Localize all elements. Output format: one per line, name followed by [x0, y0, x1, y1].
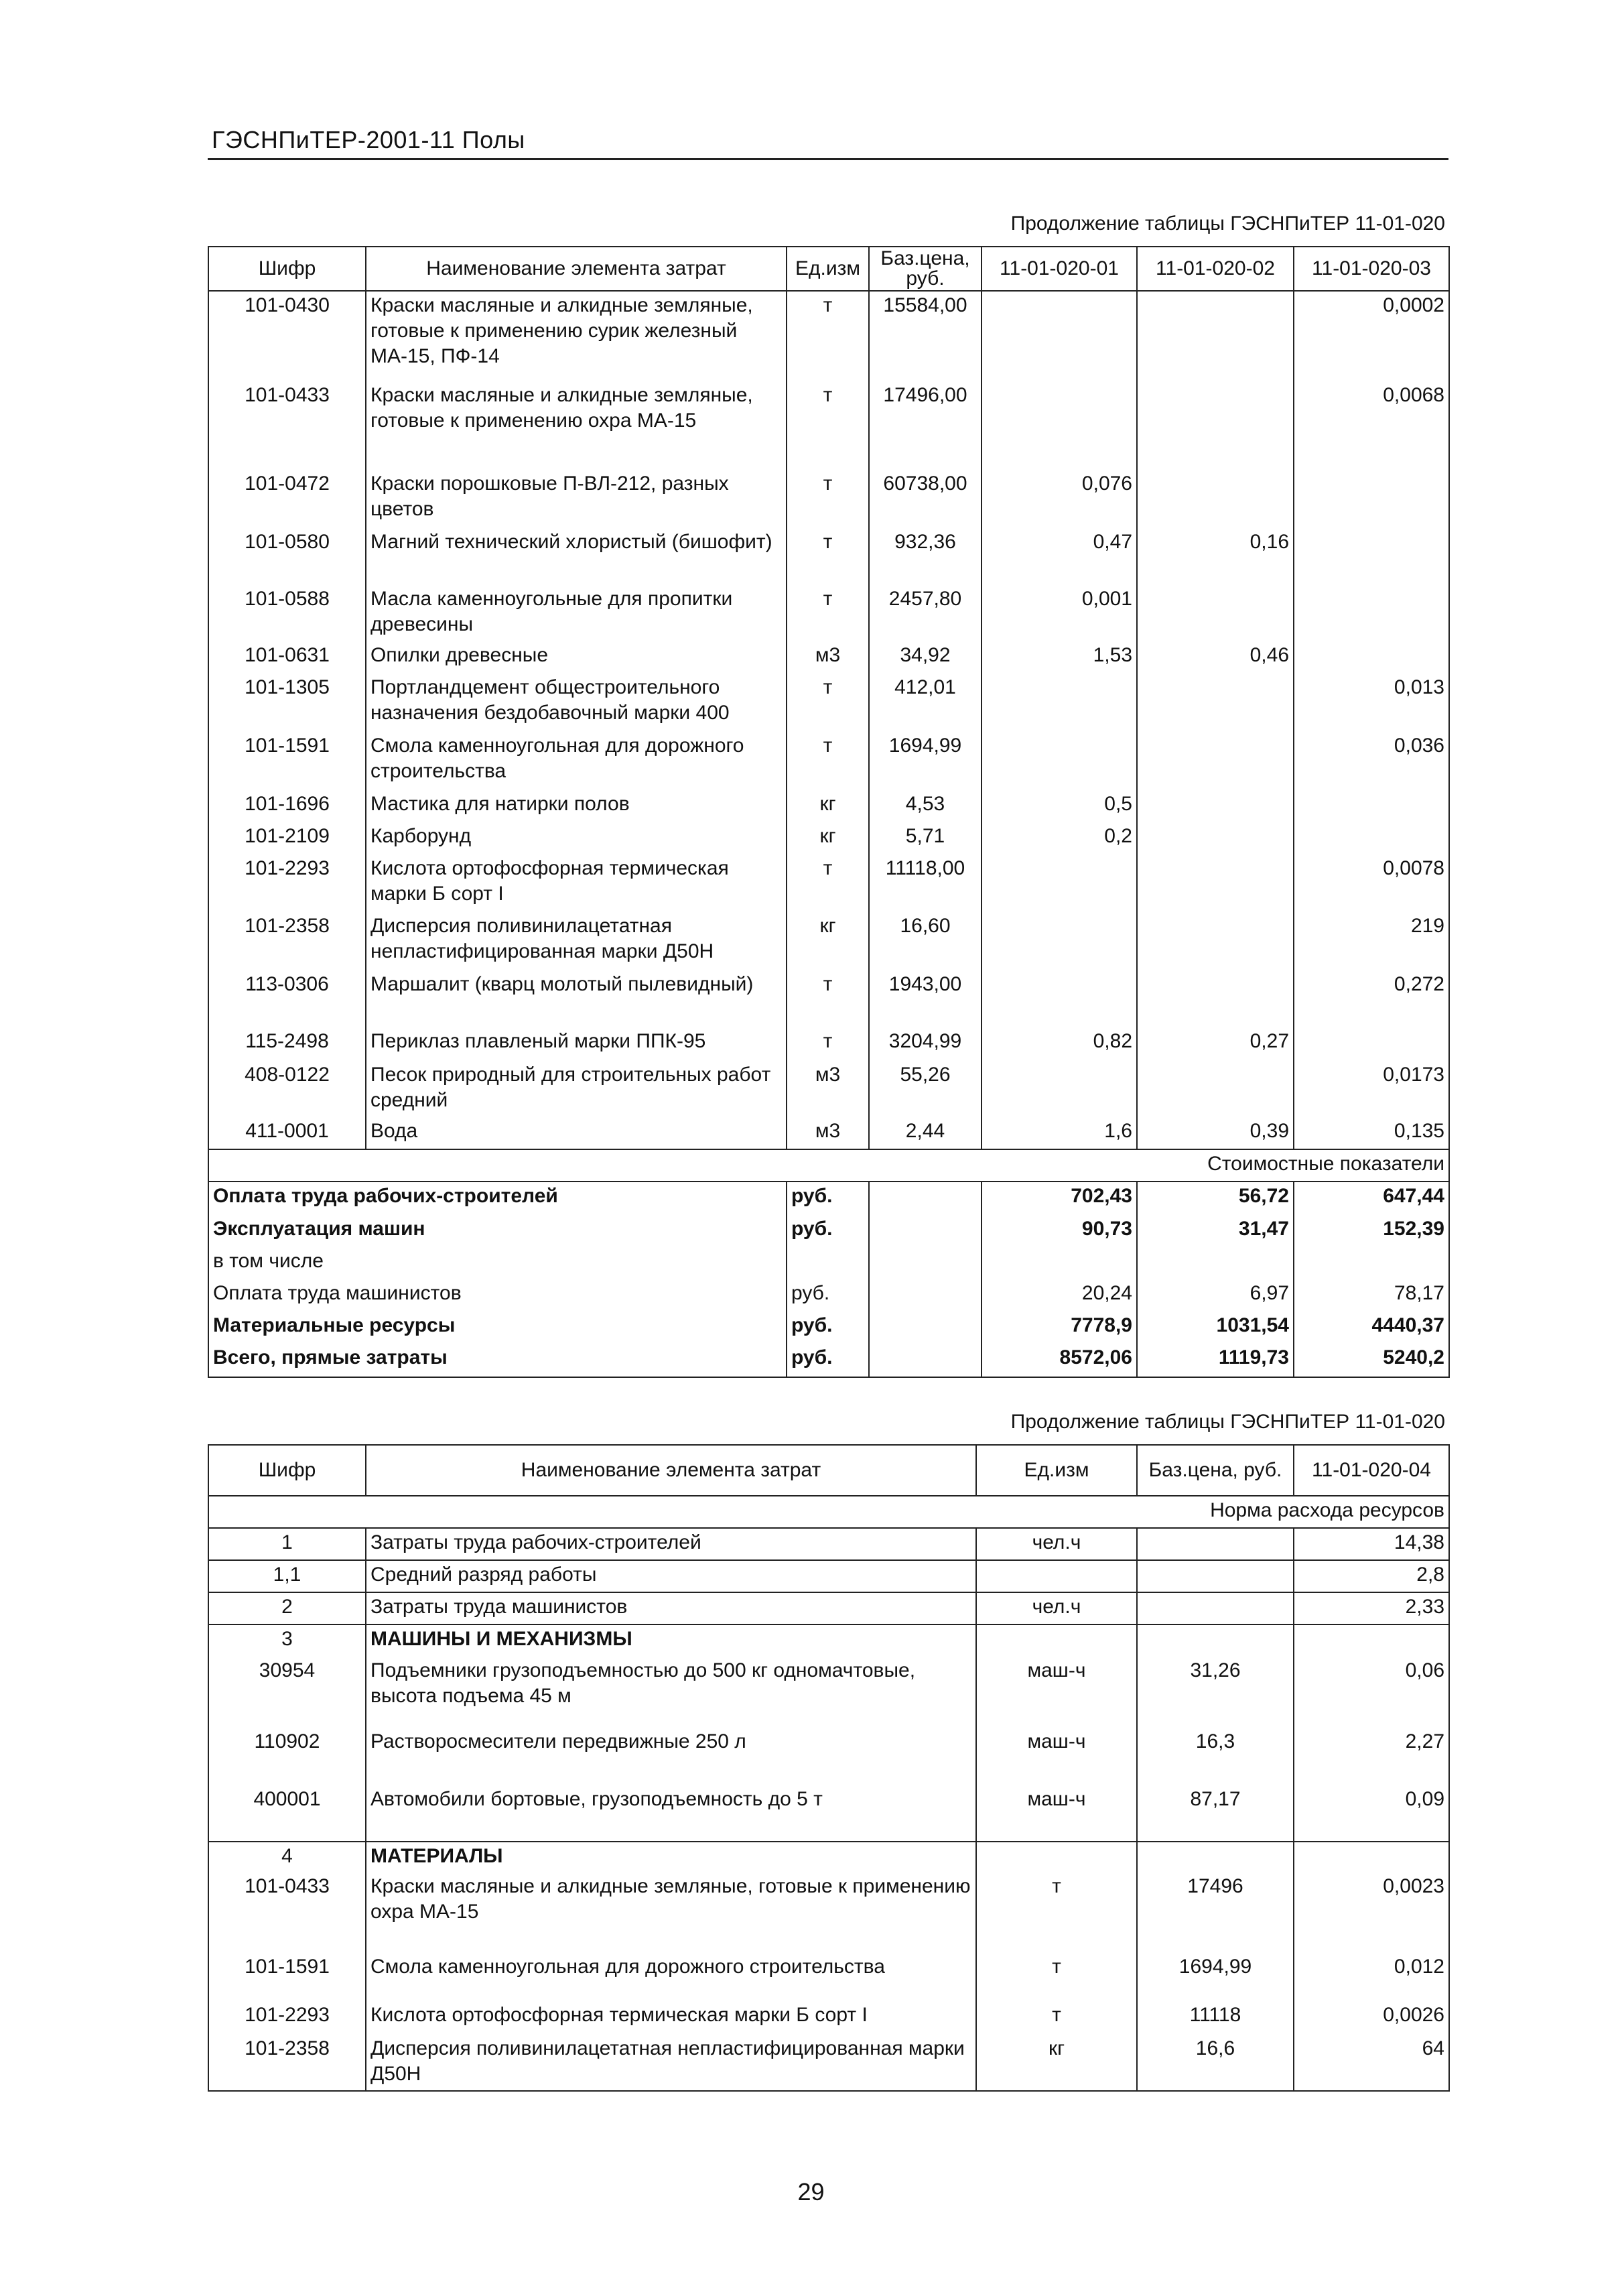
row-name: Периклаз плавленый марки ППК-95: [366, 1027, 787, 1061]
row-unit: т: [787, 732, 869, 790]
row-value-03: 0,135: [1294, 1117, 1449, 1149]
row-price: [1137, 1592, 1294, 1624]
row-value-01: 0,076: [982, 470, 1137, 528]
row-unit: т: [976, 2001, 1137, 2035]
row-price: 11118: [1137, 2001, 1294, 2035]
row-price: 87,17: [1137, 1785, 1294, 1842]
row-price: 34,92: [869, 641, 982, 674]
row-price: 2457,80: [869, 585, 982, 641]
row-name: Маршалит (кварц молотый пылевидный): [366, 970, 787, 1027]
row-value-03: [1294, 1027, 1449, 1061]
section-row: [208, 1842, 1449, 1872]
table-row: [208, 2001, 1449, 2035]
row-price: 55,26: [869, 1061, 982, 1117]
row-name: Дисперсия поливинилацетатная непластифицированная марки Д50Н: [366, 2035, 976, 2091]
row-name: Средний разряд работы: [366, 1560, 976, 1592]
table-row: [208, 1061, 1449, 1117]
col-header-code: Шифр: [208, 247, 366, 291]
col-header-03: 11-01-020-03: [1294, 247, 1449, 291]
total-row: [208, 1215, 1449, 1247]
total-value-03: 647,44: [1294, 1182, 1449, 1215]
row-price: 31,26: [1137, 1657, 1294, 1728]
row-name: Краски масляные и алкидные земляные, готовые к применению охра МА-15: [366, 381, 787, 470]
row-name: Подъемники грузоподъемностью до 500 кг одномачтовые, высота подъема 45 м: [366, 1657, 976, 1728]
row-name: МАШИНЫ И МЕХАНИЗМЫ: [366, 1624, 976, 1657]
total-value-03: 78,17: [1294, 1279, 1449, 1312]
row-code: 101-1591: [208, 1953, 366, 2001]
table-row: [208, 1528, 1449, 1560]
row-price: [1137, 1560, 1294, 1592]
table-row: [208, 1117, 1449, 1149]
total-value-01: 20,24: [982, 1279, 1137, 1312]
row-code: 101-0430: [208, 291, 366, 381]
table-row: [208, 1785, 1449, 1842]
norm-row: [208, 1496, 1449, 1528]
table-row: [208, 470, 1449, 528]
total-label: Оплата труда машинистов: [208, 1279, 787, 1312]
row-value-01: 0,82: [982, 1027, 1137, 1061]
table-header-row: [208, 247, 1449, 291]
row-code: 101-0588: [208, 585, 366, 641]
row-value-03: 0,013: [1294, 674, 1449, 732]
row-value-01: [982, 1061, 1137, 1117]
row-name: Карборунд: [366, 822, 787, 854]
total-value-03: 5240,2: [1294, 1344, 1449, 1377]
row-value-01: 0,2: [982, 822, 1137, 854]
row-price: 412,01: [869, 674, 982, 732]
row-value-04: [1294, 1842, 1449, 1872]
row-price: 16,60: [869, 912, 982, 970]
row-unit: маш-ч: [976, 1728, 1137, 1785]
row-value-03: [1294, 470, 1449, 528]
table1-continuation-caption: Продолжение таблицы ГЭСНПиТЕР 11-01-020: [1010, 212, 1445, 235]
table-row: [208, 381, 1449, 470]
row-price: 17496: [1137, 1872, 1294, 1953]
row-code: 30954: [208, 1657, 366, 1728]
total-price: [869, 1279, 982, 1312]
row-code: 101-0433: [208, 1872, 366, 1953]
row-code: 101-2293: [208, 2001, 366, 2035]
row-value-04: 2,27: [1294, 1728, 1449, 1785]
row-code: 101-0631: [208, 641, 366, 674]
row-value-04: 2,8: [1294, 1560, 1449, 1592]
row-value-02: [1137, 732, 1294, 790]
row-price: [1137, 1624, 1294, 1657]
table-row: [208, 291, 1449, 381]
row-value-02: [1137, 970, 1294, 1027]
row-name: Смола каменноугольная для дорожного строительства: [366, 732, 787, 790]
row-value-04: [1294, 1624, 1449, 1657]
table-row: [208, 1560, 1449, 1592]
row-value-03: 0,0078: [1294, 854, 1449, 912]
row-code: 101-2358: [208, 2035, 366, 2091]
total-row: [208, 1279, 1449, 1312]
row-value-04: 64: [1294, 2035, 1449, 2091]
row-value-04: 0,0026: [1294, 2001, 1449, 2035]
row-unit: м3: [787, 641, 869, 674]
row-name: Песок природный для строительных работ средний: [366, 1061, 787, 1117]
total-unit: руб.: [787, 1344, 869, 1377]
row-code: 101-1305: [208, 674, 366, 732]
row-value-03: 0,0173: [1294, 1061, 1449, 1117]
row-unit: чел.ч: [976, 1528, 1137, 1560]
row-name: Кислота ортофосфорная термическая марки Б сорт I: [366, 2001, 976, 2035]
row-name: Краски масляные и алкидные земляные, готовые к применению охра МА-15: [366, 1872, 976, 1953]
row-code: 2: [208, 1592, 366, 1624]
row-value-01: 0,47: [982, 528, 1137, 585]
row-value-01: [982, 732, 1137, 790]
row-value-03: [1294, 641, 1449, 674]
total-unit: руб.: [787, 1182, 869, 1215]
table-row: [208, 641, 1449, 674]
row-value-02: [1137, 790, 1294, 822]
table-row: [208, 1592, 1449, 1624]
row-code: 411-0001: [208, 1117, 366, 1149]
row-price: [1137, 1842, 1294, 1872]
total-value-02: 1031,54: [1137, 1312, 1294, 1344]
row-value-02: 0,39: [1137, 1117, 1294, 1149]
total-label: в том числе: [208, 1247, 787, 1279]
row-value-01: [982, 674, 1137, 732]
row-unit: кг: [787, 790, 869, 822]
row-value-02: [1137, 291, 1294, 381]
col-header-04: 11-01-020-04: [1294, 1445, 1449, 1496]
row-value-02: [1137, 822, 1294, 854]
row-code: 115-2498: [208, 1027, 366, 1061]
row-code: 113-0306: [208, 970, 366, 1027]
row-value-03: 0,272: [1294, 970, 1449, 1027]
row-value-02: [1137, 585, 1294, 641]
row-code: 408-0122: [208, 1061, 366, 1117]
total-value-02: 56,72: [1137, 1182, 1294, 1215]
total-value-01: 90,73: [982, 1215, 1137, 1247]
total-label: Эксплуатация машин: [208, 1215, 787, 1247]
row-unit: кг: [976, 2035, 1137, 2091]
row-price: [1137, 1528, 1294, 1560]
row-name: Портландцемент общестроительного назначения бездобавочный марки 400: [366, 674, 787, 732]
row-code: 1: [208, 1528, 366, 1560]
row-price: 4,53: [869, 790, 982, 822]
col-header-name: Наименование элемента затрат: [366, 1445, 976, 1496]
cost-indicators-row: [208, 1149, 1449, 1182]
row-value-02: [1137, 1061, 1294, 1117]
row-code: 400001: [208, 1785, 366, 1842]
row-unit: т: [976, 1872, 1137, 1953]
row-price: 60738,00: [869, 470, 982, 528]
total-value-01: 7778,9: [982, 1312, 1137, 1344]
row-unit: маш-ч: [976, 1785, 1137, 1842]
row-unit: м3: [787, 1061, 869, 1117]
row-unit: т: [787, 585, 869, 641]
row-unit: т: [787, 470, 869, 528]
row-unit: т: [787, 1027, 869, 1061]
row-name: Смола каменноугольная для дорожного строительства: [366, 1953, 976, 2001]
row-value-03: [1294, 528, 1449, 585]
table-row: [208, 2035, 1449, 2091]
row-name: Вода: [366, 1117, 787, 1149]
row-unit: т: [787, 291, 869, 381]
row-value-03: [1294, 790, 1449, 822]
row-price: 1943,00: [869, 970, 982, 1027]
total-label: Материальные ресурсы: [208, 1312, 787, 1344]
row-value-02: [1137, 674, 1294, 732]
row-value-02: [1137, 470, 1294, 528]
row-code: 101-2358: [208, 912, 366, 970]
table-row: [208, 1872, 1449, 1953]
row-code: 1,1: [208, 1560, 366, 1592]
total-row: [208, 1344, 1449, 1377]
table-row: [208, 732, 1449, 790]
row-code: 101-1591: [208, 732, 366, 790]
row-price: 11118,00: [869, 854, 982, 912]
total-value-02: 1119,73: [1137, 1344, 1294, 1377]
row-value-04: 0,012: [1294, 1953, 1449, 2001]
total-value-02: 6,97: [1137, 1279, 1294, 1312]
row-unit: кг: [787, 912, 869, 970]
total-row: [208, 1247, 1449, 1279]
row-price: 1694,99: [869, 732, 982, 790]
total-value-01: [982, 1247, 1137, 1279]
col-header-price: Баз.цена, руб.: [1137, 1445, 1294, 1496]
row-code: 101-0580: [208, 528, 366, 585]
total-price: [869, 1344, 982, 1377]
table-row: [208, 1027, 1449, 1061]
row-unit: [976, 1624, 1137, 1657]
row-value-03: 0,036: [1294, 732, 1449, 790]
row-value-01: [982, 854, 1137, 912]
table2-continuation-caption: Продолжение таблицы ГЭСНПиТЕР 11-01-020: [1010, 1411, 1445, 1433]
table-row: [208, 1657, 1449, 1728]
total-price: [869, 1247, 982, 1279]
row-code: 101-1696: [208, 790, 366, 822]
cost-indicators-label: Стоимостные показатели: [208, 1149, 1449, 1182]
total-row: [208, 1312, 1449, 1344]
row-unit: т: [787, 674, 869, 732]
col-header-01: 11-01-020-01: [982, 247, 1137, 291]
row-name: Мастика для натирки полов: [366, 790, 787, 822]
row-value-04: 14,38: [1294, 1528, 1449, 1560]
row-value-01: 0,5: [982, 790, 1137, 822]
row-price: 16,6: [1137, 2035, 1294, 2091]
total-value-02: [1137, 1247, 1294, 1279]
row-code: 101-0433: [208, 381, 366, 470]
row-unit: т: [787, 970, 869, 1027]
section-row: [208, 1624, 1449, 1657]
row-value-03: 219: [1294, 912, 1449, 970]
row-name: Краски масляные и алкидные земляные, готовые к применению сурик железный МА-15, ПФ-14: [366, 291, 787, 381]
row-value-03: 0,0002: [1294, 291, 1449, 381]
row-name: Масла каменноугольные для пропитки древесины: [366, 585, 787, 641]
row-unit: маш-ч: [976, 1657, 1137, 1728]
page-number: 29: [797, 2178, 825, 2206]
row-price: 932,36: [869, 528, 982, 585]
row-price: 1694,99: [1137, 1953, 1294, 2001]
table-row: [208, 528, 1449, 585]
row-value-02: 0,46: [1137, 641, 1294, 674]
row-value-01: [982, 912, 1137, 970]
row-value-04: 0,09: [1294, 1785, 1449, 1842]
row-value-04: 2,33: [1294, 1592, 1449, 1624]
row-value-04: 0,0023: [1294, 1872, 1449, 1953]
total-unit: руб.: [787, 1279, 869, 1312]
row-value-03: 0,0068: [1294, 381, 1449, 470]
row-price: 16,3: [1137, 1728, 1294, 1785]
total-label: Всего, прямые затраты: [208, 1344, 787, 1377]
total-value-03: [1294, 1247, 1449, 1279]
table-row: [208, 822, 1449, 854]
row-unit: кг: [787, 822, 869, 854]
row-code: 101-0472: [208, 470, 366, 528]
total-row: [208, 1182, 1449, 1215]
row-value-01: 0,001: [982, 585, 1137, 641]
table-row: [208, 1953, 1449, 2001]
total-unit: [787, 1247, 869, 1279]
row-value-01: 1,53: [982, 641, 1137, 674]
row-name: Автомобили бортовые, грузоподъемность до 5 т: [366, 1785, 976, 1842]
table-row: [208, 585, 1449, 641]
row-value-01: [982, 291, 1137, 381]
row-name: Дисперсия поливинилацетатная непластифицированная марки Д50Н: [366, 912, 787, 970]
row-name: МАТЕРИАЛЫ: [366, 1842, 976, 1872]
table-row: [208, 1728, 1449, 1785]
row-name: Магний технический хлористый (бишофит): [366, 528, 787, 585]
total-value-03: 152,39: [1294, 1215, 1449, 1247]
table-row: [208, 970, 1449, 1027]
row-value-02: [1137, 854, 1294, 912]
row-name: Кислота ортофосфорная термическая марки Б сорт I: [366, 854, 787, 912]
table-row: [208, 790, 1449, 822]
col-header-02: 11-01-020-02: [1137, 247, 1294, 291]
row-price: 2,44: [869, 1117, 982, 1149]
row-name: Затраты труда рабочих-строителей: [366, 1528, 976, 1560]
row-name: Опилки древесные: [366, 641, 787, 674]
row-value-01: [982, 381, 1137, 470]
row-name: Растворосмесители передвижные 250 л: [366, 1728, 976, 1785]
total-value-01: 702,43: [982, 1182, 1137, 1215]
row-value-03: [1294, 585, 1449, 641]
row-name: Краски порошковые П-ВЛ-212, разных цветов: [366, 470, 787, 528]
col-header-code: Шифр: [208, 1445, 366, 1496]
total-value-03: 4440,37: [1294, 1312, 1449, 1344]
row-value-02: [1137, 381, 1294, 470]
total-label: Оплата труда рабочих-строителей: [208, 1182, 787, 1215]
total-price: [869, 1312, 982, 1344]
total-price: [869, 1182, 982, 1215]
row-unit: [976, 1842, 1137, 1872]
col-header-price: Баз.цена, руб.: [869, 247, 982, 291]
row-price: 17496,00: [869, 381, 982, 470]
row-code: 110902: [208, 1728, 366, 1785]
row-unit: [976, 1560, 1137, 1592]
col-header-unit: Ед.изм: [976, 1445, 1137, 1496]
table-row: [208, 674, 1449, 732]
row-code: 4: [208, 1842, 366, 1872]
resource-table-1: [208, 246, 1450, 1378]
row-code: 101-2293: [208, 854, 366, 912]
row-name: Затраты труда машинистов: [366, 1592, 976, 1624]
row-code: 3: [208, 1624, 366, 1657]
row-value-01: 1,6: [982, 1117, 1137, 1149]
row-unit: т: [787, 381, 869, 470]
header-rule: [208, 158, 1448, 160]
col-header-unit: Ед.изм: [787, 247, 869, 291]
total-unit: руб.: [787, 1215, 869, 1247]
col-header-name: Наименование элемента затрат: [366, 247, 787, 291]
row-unit: т: [787, 528, 869, 585]
row-unit: чел.ч: [976, 1592, 1137, 1624]
row-unit: т: [787, 854, 869, 912]
row-unit: т: [976, 1953, 1137, 2001]
row-unit: м3: [787, 1117, 869, 1149]
total-value-01: 8572,06: [982, 1344, 1137, 1377]
row-value-04: 0,06: [1294, 1657, 1449, 1728]
row-price: 5,71: [869, 822, 982, 854]
total-price: [869, 1215, 982, 1247]
row-value-02: [1137, 912, 1294, 970]
table-header-row: [208, 1445, 1449, 1496]
resource-table-2: [208, 1444, 1450, 2092]
norm-label: Норма расхода ресурсов: [208, 1496, 1449, 1528]
row-value-02: 0,16: [1137, 528, 1294, 585]
document-header: ГЭСНПиТЕР-2001-11 Полы: [212, 126, 525, 153]
table-row: [208, 854, 1449, 912]
row-value-02: 0,27: [1137, 1027, 1294, 1061]
total-value-02: 31,47: [1137, 1215, 1294, 1247]
total-unit: руб.: [787, 1312, 869, 1344]
row-value-01: [982, 970, 1137, 1027]
row-price: 15584,00: [869, 291, 982, 381]
row-code: 101-2109: [208, 822, 366, 854]
row-value-03: [1294, 822, 1449, 854]
table-row: [208, 912, 1449, 970]
row-price: 3204,99: [869, 1027, 982, 1061]
